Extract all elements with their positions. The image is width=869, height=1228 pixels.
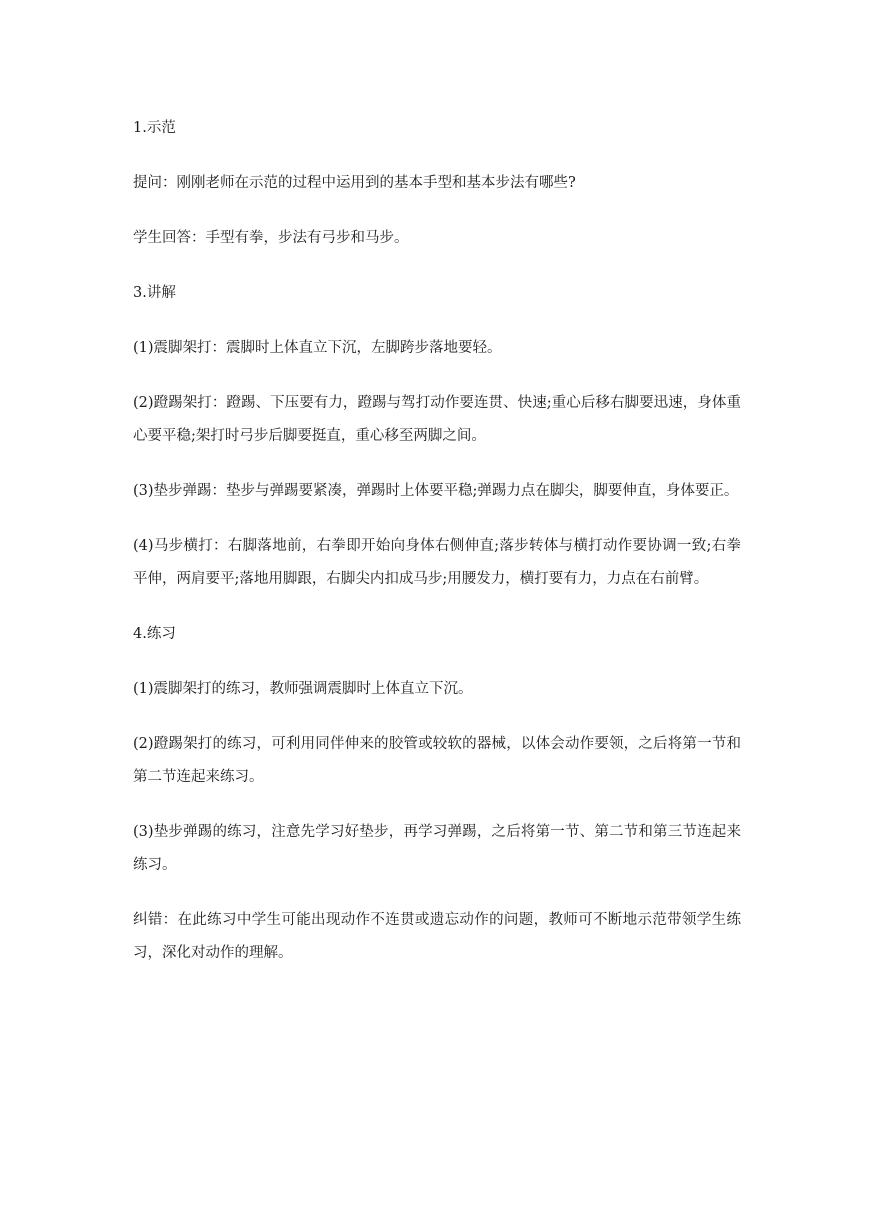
practice-item-2: (2)蹬踢架打的练习，可利用同伴伸来的胶管或较软的器械，以体会动作要领，之后将第一节和第二节连起来练习。 — [133, 736, 741, 785]
student-answer-paragraph: 学生回答：手型有拳，步法有弓步和马步。 — [133, 230, 409, 246]
explanation-item-3: (3)垫步弹踢：垫步与弹踢要紧凑，弹踢时上体要平稳;弹踢力点在脚尖，脚要伸直，身体要正。 — [133, 483, 739, 499]
section-heading-explanation: 3.讲解 — [133, 285, 176, 301]
error-correction-paragraph: 纠错：在此练习中学生可能出现动作不连贯或遗忘动作的问题，教师可不断地示范带领学生练习，深化对动作的理解。 — [133, 912, 741, 961]
section-heading-practice: 4.练习 — [133, 626, 176, 642]
question-paragraph: 提问：刚刚老师在示范的过程中运用到的基本手型和基本步法有哪些? — [133, 175, 576, 191]
explanation-item-2: (2)蹬踢架打：蹬踢、下压要有力，蹬踢与驾打动作要连贯、快速;重心后移右脚要迅速，身体重心要平稳;架打时弓步后脚要挺直，重心移至两脚之间。 — [133, 395, 741, 444]
practice-item-3: (3)垫步弹踢的练习，注意先学习好垫步，再学习弹踢，之后将第一节、第二节和第三节连起来练习。 — [133, 824, 741, 873]
explanation-item-4: (4)马步横打：右脚落地前，右拳即开始向身体右侧伸直;落步转体与横打动作要协调一致;右拳平伸，两肩要平;落地用脚跟，右脚尖内扣成马步;用腰发力，横打要有力，力点在右前臂。 — [133, 538, 741, 587]
explanation-item-1: (1)震脚架打：震脚时上体直立下沉，左脚跨步落地要轻。 — [133, 340, 502, 356]
document-body — [133, 112, 741, 992]
section-heading-demo: 1.示范 — [133, 120, 176, 136]
practice-item-1: (1)震脚架打的练习，教师强调震脚时上体直立下沉。 — [133, 681, 473, 697]
